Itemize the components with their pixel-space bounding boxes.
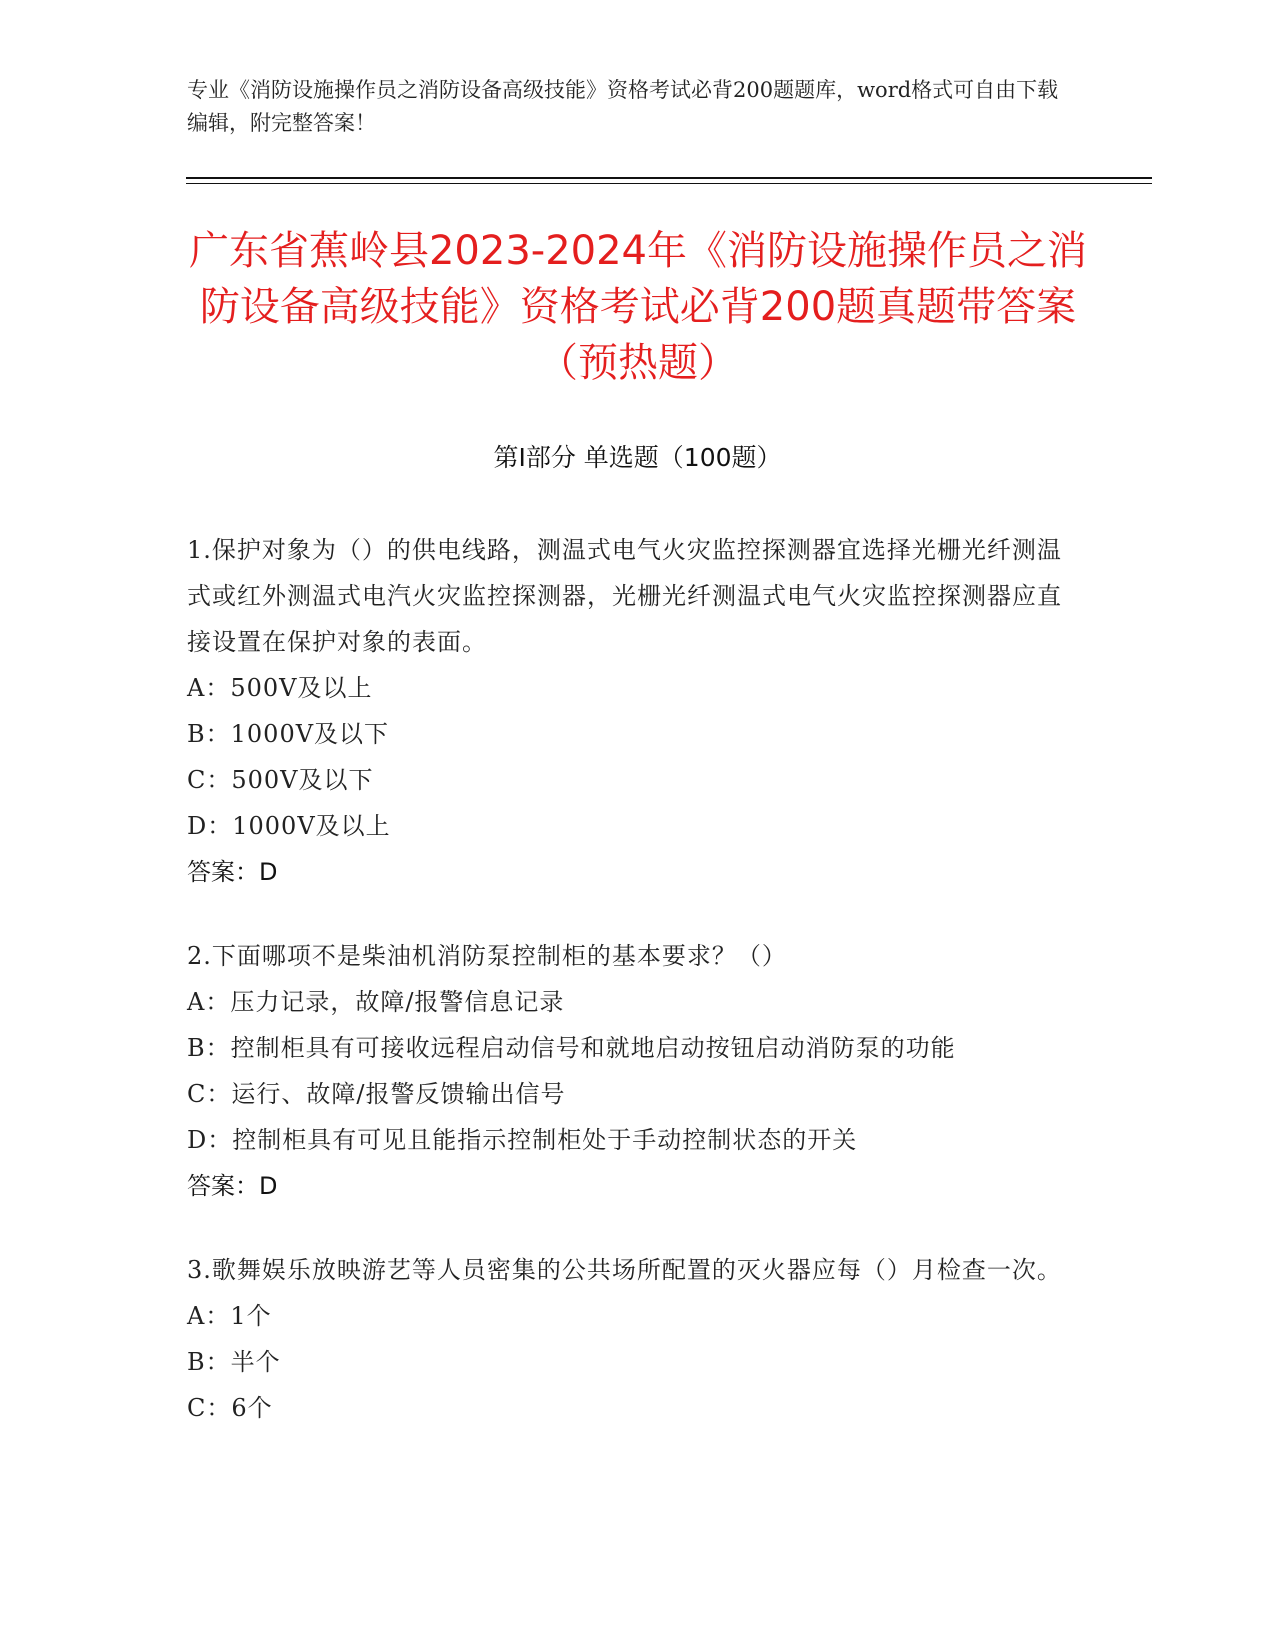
answer: 答案：D [187, 858, 278, 886]
header-rule-thick [186, 177, 1152, 179]
option-d: D：1000V及以上 [187, 812, 391, 840]
option-b: B：1000V及以下 [187, 720, 390, 748]
question-1 [187, 527, 1067, 895]
option-c: C：6个 [187, 1394, 273, 1422]
option-a: A：压力记录，故障/报警信息记录 [187, 988, 565, 1016]
option-c: C：500V及以下 [187, 766, 374, 794]
option-b: B：半个 [187, 1348, 281, 1376]
question-list [187, 527, 1067, 1469]
option-a: A：500V及以上 [187, 674, 373, 702]
answer: 答案：D [187, 1172, 278, 1200]
option-c: C：运行、故障/报警反馈输出信号 [187, 1080, 566, 1108]
option-a: A：1个 [187, 1302, 272, 1330]
question-text: 1.保护对象为（）的供电线路，测温式电气火灾监控探测器宜选择光栅光纤测温式或红外测温式电汽火灾监控探测器，光栅光纤测温式电气火灾监控探测器应直接设置在保护对象的表面。 [187, 536, 1062, 656]
question-text: 3.歌舞娱乐放映游艺等人员密集的公共场所配置的灭火器应每（）月检查一次。 [187, 1256, 1062, 1284]
question-3 [187, 1247, 1067, 1431]
option-d: D：控制柜具有可见且能指示控制柜处于手动控制状态的开关 [187, 1126, 858, 1154]
question-2 [187, 933, 1067, 1209]
header-note: 专业《消防设施操作员之消防设备高级技能》资格考试必背200题题库，word格式可自由下载编辑，附完整答案！ [187, 78, 1059, 135]
option-b: B：控制柜具有可接收远程启动信号和就地启动按钮启动消防泵的功能 [187, 1034, 956, 1062]
section-heading: 第Ⅰ部分 单选题（100题） [493, 443, 782, 472]
header-rule-thin [186, 183, 1152, 184]
document-title: 广东省蕉岭县2023-2024年《消防设施操作员之消防设备高级技能》资格考试必背200题真题带答案（预热题） [188, 228, 1088, 386]
question-text: 2.下面哪项不是柴油机消防泵控制柜的基本要求？（） [187, 942, 787, 970]
